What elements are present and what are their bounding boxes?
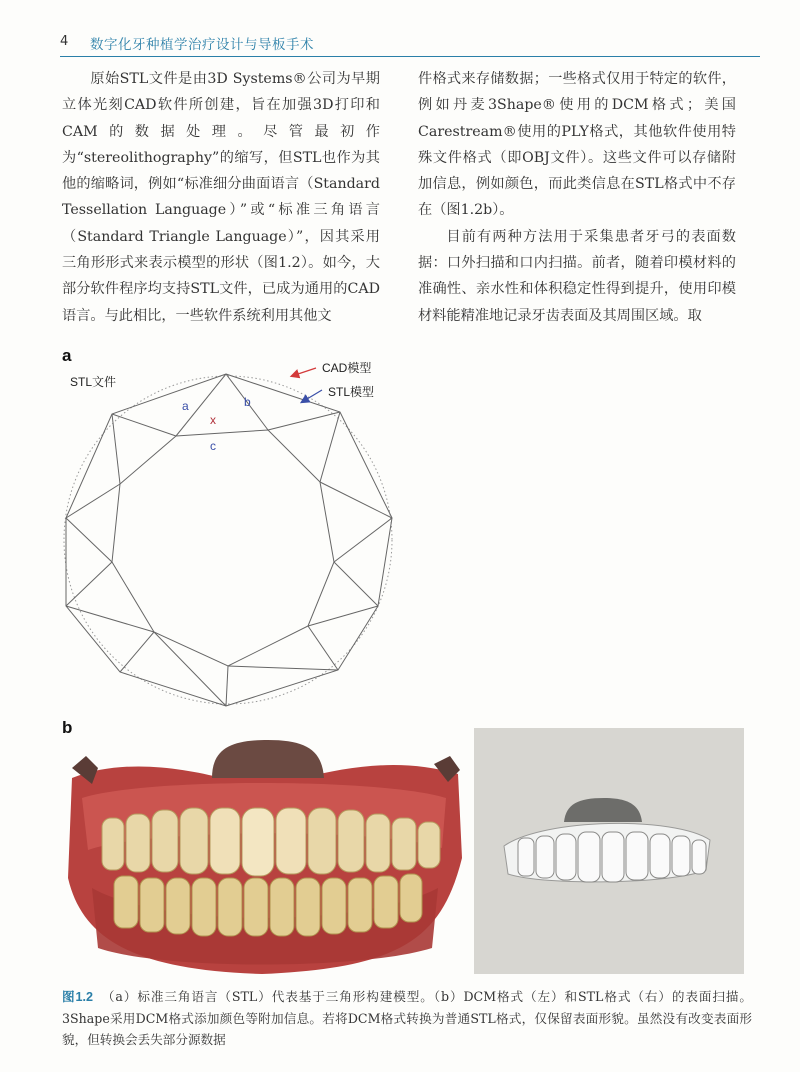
- stl-inner-polygon: [112, 430, 334, 666]
- paragraph: 原始STL文件是由3D Systems®公司为早期立体光刻CAD软件所创建，旨在加强3D打印和CAM的数据处理。尽管最初作为“stereolithography”的缩写，但STL也作为其他的缩略词，例如“标准细分曲面语言（Standard Tessellation Language）”或“标准三角语言（Standard Triangle Language）”，因其采用三角形形式来表示模型的形状（图1.2）。如今，大部分软件程序均支持STL文件，已成为通用的CAD语言。与此相比，一些软件系统利用其他文: [62, 71, 380, 324]
- stl-diagram: [58, 350, 398, 710]
- panel-a-label: a: [62, 346, 72, 365]
- dcm-color-scan-image: [62, 738, 468, 978]
- stl-model-arrow: [302, 390, 322, 402]
- cad-model-arrow: [292, 368, 316, 376]
- paragraph: 件格式来存储数据；一些格式仅用于特定的软件，例如丹麦3Shape®使用的DCM格式；美国Carestream®使用的PLY格式，其他软件使用特殊文件格式（即OBJ文件）。这些文件可以存储附加信息，例如颜色，而此类信息在STL格式中不存在（图1.2b）。: [418, 71, 736, 219]
- stl-scan-illustration: [474, 728, 744, 974]
- error-x-label: x: [210, 413, 216, 427]
- caption-text: （a）标准三角语言（STL）代表基于三角形构建模型。（b）DCM格式（左）和STL格式（右）的表面扫描。3Shape采用DCM格式添加颜色等附加信息。若将DCM格式转换为普通STL格式，仅保留表面形貌。虽然没有改变表面形貌，但转换会丢失部分源数据: [62, 989, 752, 1047]
- stl-gray-scan-image: [474, 728, 744, 974]
- stl-triangulation-svg: [58, 350, 398, 710]
- right-text-column: [418, 66, 736, 329]
- caption-label: 图1.2: [62, 990, 94, 1004]
- paragraph: 目前有两种方法用于采集患者牙弓的表面数据：口外扫描和口内扫描。前者，随着印模材料的准确性、亲水性和体积稳定性得到提升，使用印模材料能精准地记录牙齿表面及其周围区域。取: [418, 228, 736, 324]
- figure-caption: [62, 986, 752, 1050]
- stl-model-label: STL模型: [328, 385, 375, 399]
- page-header: [60, 30, 760, 57]
- left-text-column: [62, 66, 380, 329]
- cad-model-label: CAD模型: [322, 361, 372, 375]
- page-number: 4: [60, 34, 69, 49]
- running-title: 数字化牙种植学治疗设计与导板手术: [90, 37, 314, 53]
- edge-b-label: b: [244, 395, 251, 409]
- edge-a-label: a: [182, 399, 189, 413]
- panel-b-label: b: [62, 718, 73, 737]
- dcm-scan-illustration: [62, 738, 468, 978]
- stl-file-label: STL文件: [70, 375, 117, 389]
- edge-c-label: c: [210, 439, 216, 453]
